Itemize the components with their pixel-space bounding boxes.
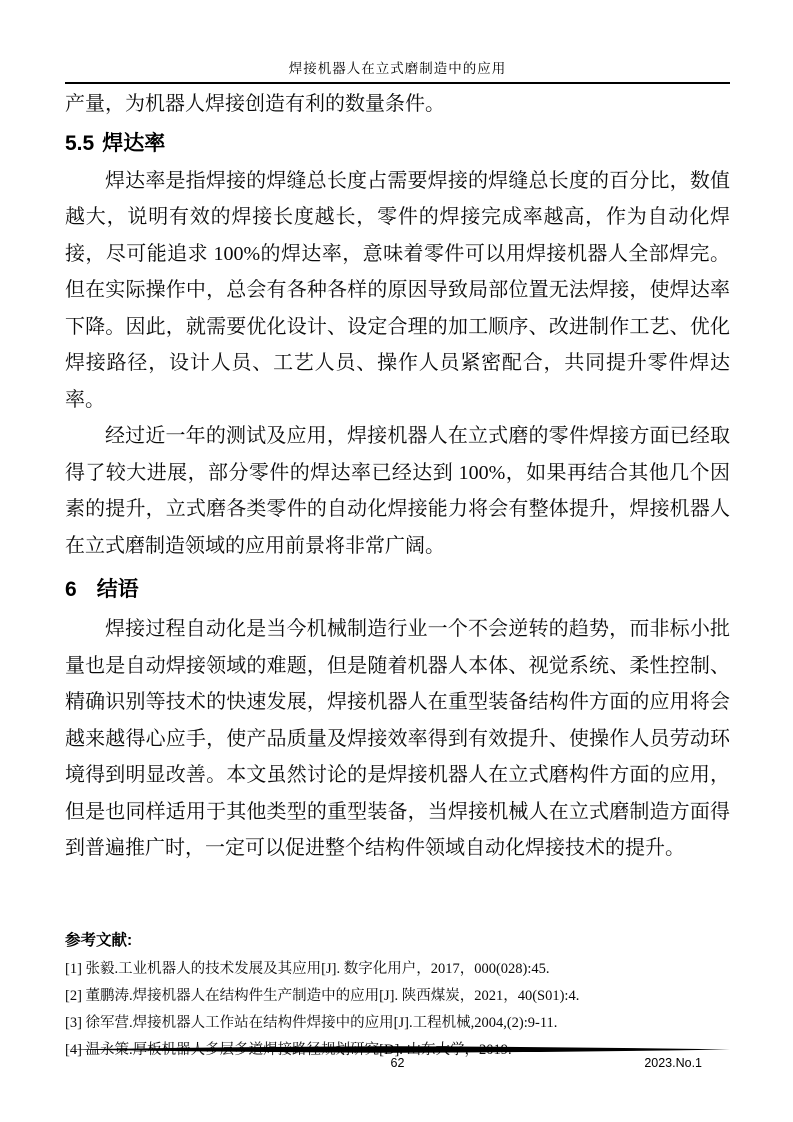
page-number: 62 [390,1056,405,1070]
page-footer [65,1045,730,1072]
paragraph-weld-rate-2: 经过近一年的测试及应用，焊接机器人在立式磨的零件焊接方面已经取得了较大进展，部分零件的焊达率已经达到 100%，如果再结合其他几个因素的提升，立式磨各类零件的自动化焊接能力将会有整体提升，焊接机器人在立式磨制造领域的应用前景将非常广阔。 [65,425,730,557]
running-head-title: 焊接机器人在立式磨制造中的应用 [288,61,507,76]
section-title: 结语 [96,578,139,601]
page-body [65,86,730,1064]
reference-item-2: [2] 董鹏涛.焊接机器人在结构件生产制造中的应用[J]. 陕西煤炭，2021，40(S01):4. [65,987,580,1004]
page-header [65,0,730,84]
lead-paragraph: 产量，为机器人焊接创造有利的数量条件。 [65,93,445,115]
issue-label: 2023.No.1 [644,1056,702,1070]
footer-rule [65,1045,730,1054]
paragraph-weld-rate-1: 焊达率是指焊接的焊缝总长度占需要焊接的焊缝总长度的百分比，数值越大，说明有效的焊接长度越长，零件的焊接完成率越高，作为自动化焊接，尽可能追求 100%的焊达率，意味着零件可以用焊接机器人全部焊完。但在实际操作中，总会有各种各样的原因导致局部位置无法焊接，使焊达率下降。因此，就需要优化设计、设定合理的加工顺序、改进制作工艺、优化焊接路径，设计人员、工艺人员、操作人员紧密配合，共同提升零件焊达率。 [65,169,730,411]
section-number: 5.5 [65,131,95,155]
footer-row [65,1054,730,1072]
references-section [65,929,730,1064]
section-number: 6 [65,578,77,601]
section-heading-6 [65,574,730,606]
section-title: 焊达率 [102,131,166,155]
reference-item-1: [1] 张毅.工业机器人的技术发展及其应用[J]. 数字化用户，2017，000(028):45. [65,960,550,977]
section-heading-5-5 [65,128,730,160]
reference-item-3: [3] 徐军营.焊接机器人工作站在结构件焊接中的应用[J].工程机械,2004,(2):9-11. [65,1014,558,1031]
paragraph-conclusion: 焊接过程自动化是当今机械制造行业一个不会逆转的趋势，而非标小批量也是自动焊接领域的难题，但是随着机器人本体、视觉系统、柔性控制、精确识别等技术的快速发展，焊接机器人在重型装备结构件方面的应用将会越来越得心应手，使产品质量及焊接效率得到有效提升、使操作人员劳动环境得到明显改善。本文虽然讨论的是焊接机器人在立式磨构件方面的应用，但是也同样适用于其他类型的重型装备，当焊接机械人在立式磨制造方面得到普遍推广时，一定可以促进整个结构件领域自动化焊接技术的提升。 [65,618,730,859]
references-label: 参考文献: [65,931,133,949]
